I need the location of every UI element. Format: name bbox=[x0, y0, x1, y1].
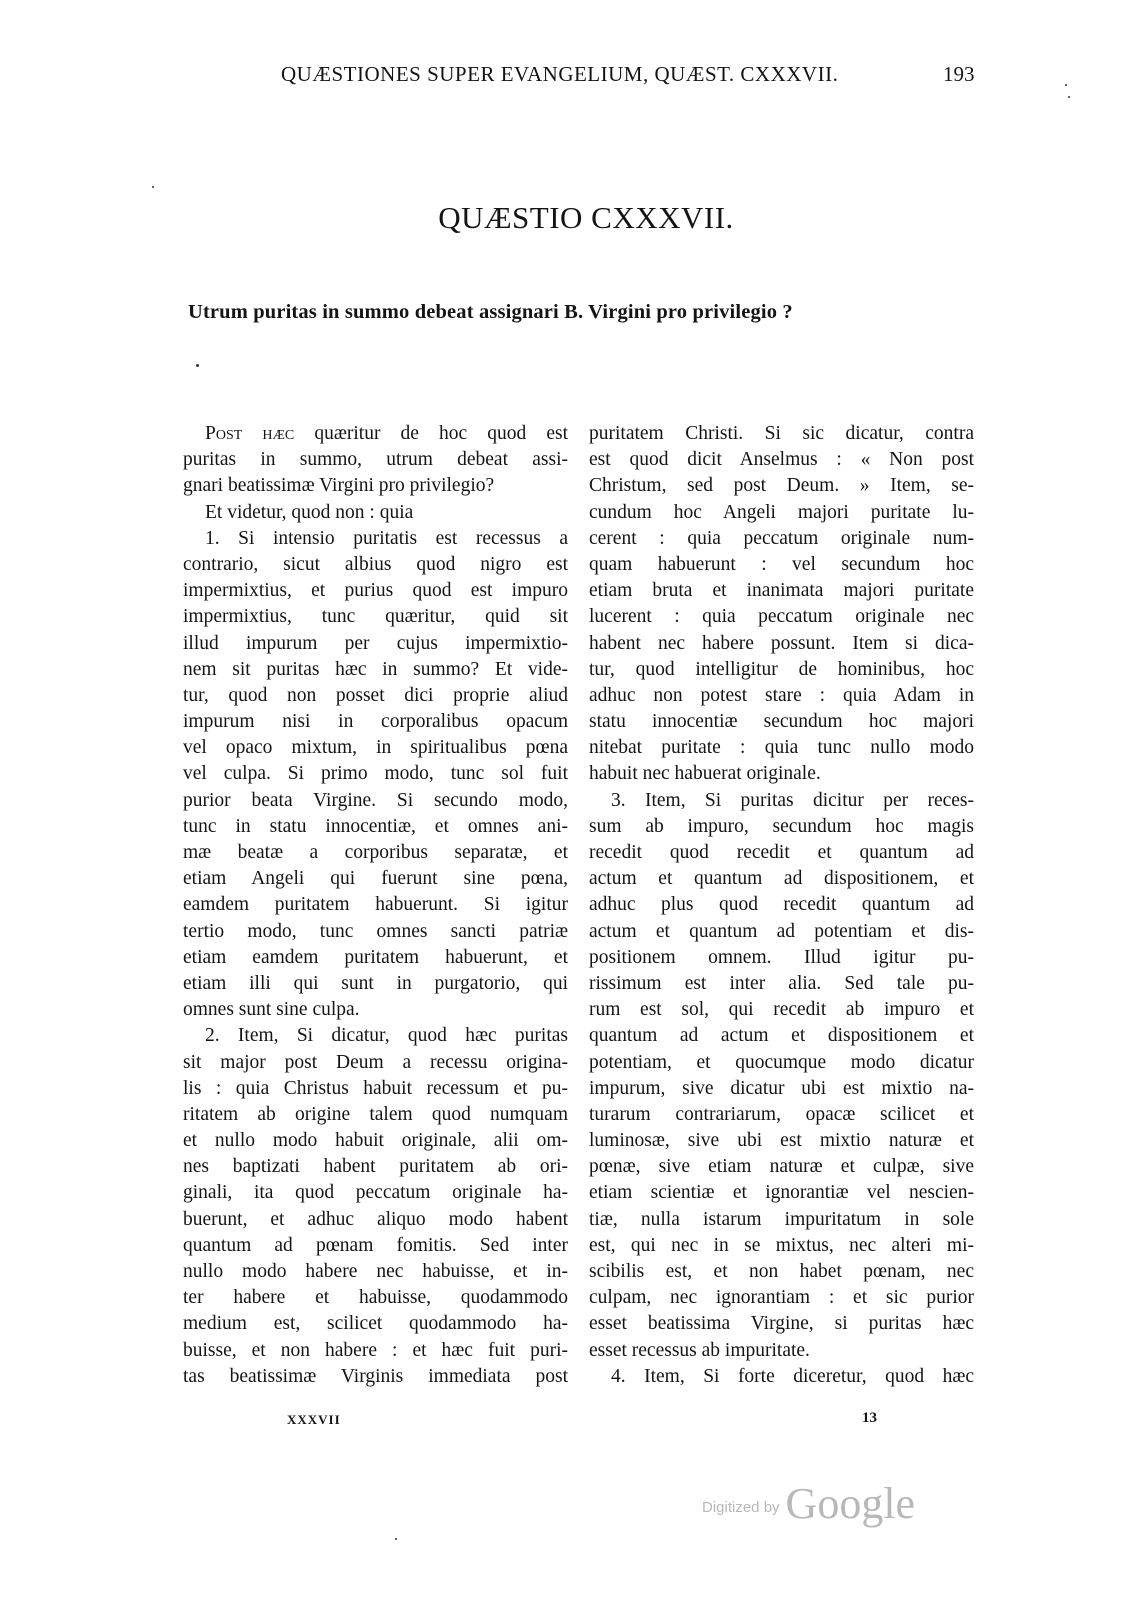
text-line: impermixtius, et purius quod est impuro bbox=[183, 580, 568, 602]
text-line: sit major post Deum a recessu origina- bbox=[183, 1051, 568, 1073]
text-line: scibilis est, et non habet pœnam, nec bbox=[589, 1261, 974, 1282]
google-logo-icon: Google bbox=[785, 1479, 916, 1528]
text-line: rum est sol, qui recedit ab impuro et bbox=[589, 999, 974, 1021]
text-line: turarum contrariarum, opacæ scilicet et bbox=[589, 1103, 974, 1125]
text-line: potentiam, et quocumque modo dicatur bbox=[589, 1051, 974, 1073]
text-line: rissimum est inter alia. Sed tale pu- bbox=[589, 972, 974, 994]
text-line: tas beatissimæ Virginis immediata post bbox=[183, 1365, 568, 1387]
text-line: positionem omnem. Illud igitur pu- bbox=[589, 946, 974, 968]
signature-number: 13 bbox=[862, 1410, 877, 1426]
text-line: est quod dicit Anselmus : « Non post bbox=[589, 449, 974, 471]
text-line: cerent : quia peccatum originale num- bbox=[589, 527, 974, 549]
signature-mark: XXXVII bbox=[287, 1412, 341, 1427]
text-line: contrario, sicut albius quod nigro est bbox=[183, 553, 568, 575]
question-title: QUÆSTIO CXXXVII. bbox=[438, 200, 734, 235]
text-line: impurum, sive dicatur ubi est mixtio na- bbox=[589, 1077, 974, 1099]
text-line: etiam illi qui sunt in purgatorio, qui bbox=[183, 972, 568, 994]
text-line: mæ beatæ a corporibus separatæ, et bbox=[183, 842, 568, 863]
scan-speck bbox=[196, 364, 199, 367]
text-line: esset beatissima Virgine, si puritas hæc bbox=[589, 1313, 974, 1335]
text-line: eamdem puritatem habuerunt. Si igitur bbox=[183, 894, 568, 916]
text-line: nes baptizati habent puritatem ab ori- bbox=[183, 1156, 568, 1178]
text-line: etiam bruta et inanimata majori puritate bbox=[589, 580, 974, 602]
question-subtitle: Utrum puritas in summo debeat assignari B. Virgini pro privilegio ? bbox=[188, 301, 793, 323]
text-line: sum ab impuro, secundum hoc magis bbox=[589, 815, 974, 837]
text-line: pœnæ, sive etiam naturæ et culpæ, sive bbox=[589, 1156, 974, 1178]
text-line: adhuc plus quod recedit quantum ad bbox=[589, 894, 974, 916]
page-number: 193 bbox=[943, 62, 975, 86]
text-line: actum et quantum ad dispositionem, et bbox=[589, 868, 974, 890]
text-line: luminosæ, sive ubi est mixtio naturæ et bbox=[589, 1130, 974, 1152]
text-line: vel opaco mixtum, in spiritualibus pœna bbox=[183, 737, 568, 759]
text-line: est, qui nec in se mixtus, nec alteri mi- bbox=[589, 1234, 974, 1256]
text-line: tur, quod non posset dici proprie aliud bbox=[183, 684, 568, 706]
text-line: recedit quod recedit et quantum ad bbox=[589, 842, 974, 863]
text-line: tunc in statu innocentiæ, et omnes ani- bbox=[183, 815, 568, 837]
scan-speck bbox=[152, 186, 154, 188]
text-line: actum et quantum ad potentiam et dis- bbox=[589, 920, 974, 942]
running-title: QUÆSTIONES SUPER EVANGELIUM, QUÆST. CXXXVII. bbox=[281, 62, 839, 86]
text-line: puritatem Christi. Si sic dicatur, contra bbox=[589, 423, 974, 444]
text-line: lis : quia Christus habuit recessum et pu- bbox=[183, 1077, 568, 1099]
digitized-by-watermark bbox=[702, 1478, 915, 1529]
scan-speck bbox=[395, 1538, 397, 1540]
text-line: lucerent : quia peccatum originale nec bbox=[589, 606, 974, 628]
text-line: medium est, scilicet quodammodo ha- bbox=[183, 1313, 568, 1335]
text-line: cundum hoc Angeli majori puritate lu- bbox=[589, 501, 974, 523]
text-line: ter habere et habuisse, quodammodo bbox=[183, 1287, 568, 1309]
text-line: buisse, et non habere : et hæc fuit puri- bbox=[183, 1339, 568, 1361]
text-line: quantum ad pœnam fomitis. Sed inter bbox=[183, 1234, 568, 1256]
text-line: adhuc non potest stare : quia Adam in bbox=[589, 684, 974, 706]
text-line: etiam scientiæ et ignorantiæ vel nescien- bbox=[589, 1182, 974, 1204]
scan-speck bbox=[1068, 96, 1070, 98]
text-line: nem sit puritas hæc in summo? Et vide- bbox=[183, 658, 568, 680]
text-line: puritas in summo, utrum debeat assi- bbox=[183, 449, 568, 471]
text-line: quantum ad actum et dispositionem et bbox=[589, 1025, 974, 1047]
text-line: etiam Angeli qui fuerunt sine pœna, bbox=[183, 868, 568, 890]
text-column-right bbox=[589, 421, 974, 1390]
text-line: 3. Item, Si puritas dicitur per reces- bbox=[611, 789, 974, 811]
text-line: purior beata Virgine. Si secundo modo, bbox=[183, 789, 568, 811]
text-line: nitebat puritate : quia tunc nullo modo bbox=[589, 737, 974, 759]
text-line: Et videtur, quod non : quia bbox=[205, 501, 414, 523]
text-line: quam habuerunt : vel secundum hoc bbox=[589, 553, 974, 575]
text-line: et nullo modo habuit originale, alii om- bbox=[183, 1130, 568, 1152]
text-line: omnes sunt sine culpa. bbox=[183, 999, 360, 1021]
text-line: buerunt, et adhuc aliquo modo habent bbox=[183, 1208, 568, 1230]
text-line: impermixtius, tunc quæritur, quid sit bbox=[183, 606, 568, 628]
text-line: tiæ, nulla istarum impuritatum in sole bbox=[589, 1208, 974, 1230]
text-line: Post hæc quæritur de hoc quod est bbox=[205, 423, 568, 444]
text-line: Christum, sed post Deum. » Item, se- bbox=[589, 475, 974, 497]
text-line: nullo modo habere nec habuisse, et in- bbox=[183, 1261, 568, 1282]
text-line: habuit nec habuerat originale. bbox=[589, 763, 821, 785]
scan-speck bbox=[1065, 84, 1067, 86]
text-line: vel culpa. Si primo modo, tunc sol fuit bbox=[183, 763, 568, 785]
text-line: illud impurum per cujus impermixtio- bbox=[183, 632, 568, 654]
text-line: tur, quod intelligitur de hominibus, hoc bbox=[589, 658, 974, 680]
text-line: esset recessus ab impuritate. bbox=[589, 1339, 810, 1361]
text-line: statu innocentiæ secundum hoc majori bbox=[589, 711, 974, 733]
text-line: ritatem ab origine talem quod numquam bbox=[183, 1103, 568, 1125]
text-line: 4. Item, Si forte diceretur, quod hæc bbox=[611, 1365, 974, 1387]
text-line: culpam, nec ignorantiam : et sic purior bbox=[589, 1287, 974, 1309]
text-line: ginali, ita quod peccatum originale ha- bbox=[183, 1182, 568, 1204]
text-line: habent nec habere possunt. Item si dica- bbox=[589, 632, 974, 654]
text-line: 2. Item, Si dicatur, quod hæc puritas bbox=[205, 1025, 568, 1047]
watermark-prefix: Digitized by bbox=[702, 1499, 780, 1516]
text-line: etiam eamdem puritatem habuerunt, et bbox=[183, 946, 568, 968]
text-line: gnari beatissimæ Virgini pro privilegio? bbox=[183, 475, 495, 497]
text-line: impurum nisi in corporalibus opacum bbox=[183, 711, 568, 733]
running-head bbox=[0, 62, 1127, 92]
text-line: tertio modo, tunc omnes sancti patriæ bbox=[183, 920, 568, 942]
text-line: 1. Si intensio puritatis est recessus a bbox=[205, 527, 568, 549]
text-column-left bbox=[183, 421, 568, 1390]
